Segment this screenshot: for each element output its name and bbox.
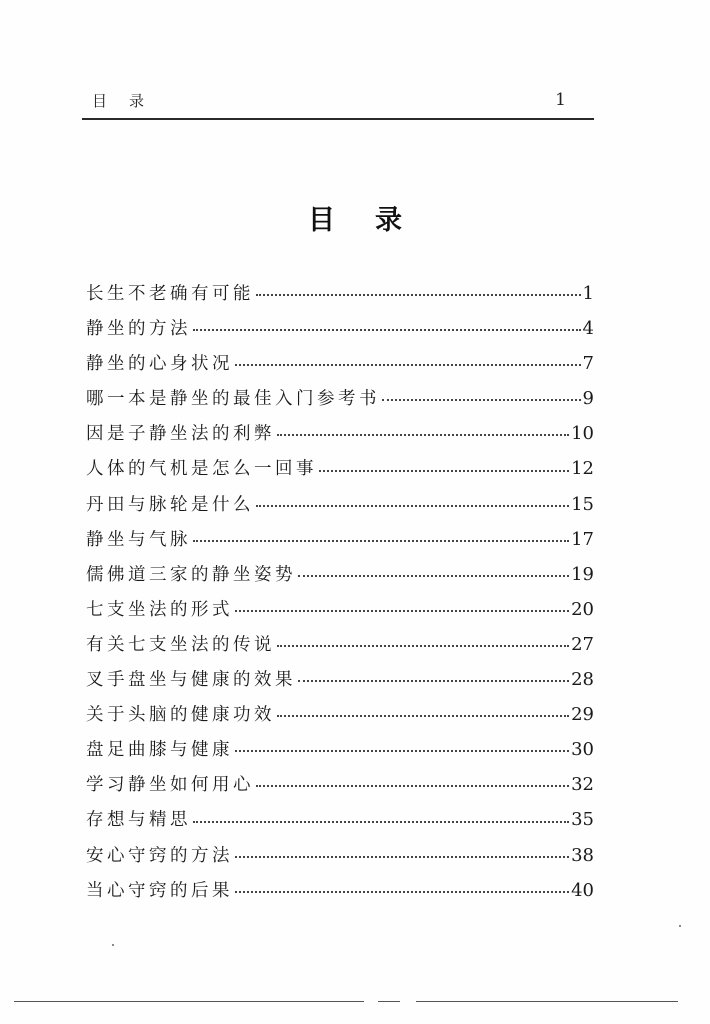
toc-entry-title: 儒佛道三家的静坐姿势: [86, 564, 296, 585]
toc-entry-page: 4: [582, 318, 594, 340]
toc-entry[interactable]: [86, 276, 594, 311]
toc-entry[interactable]: [86, 732, 594, 767]
toc-entry-page: 1: [582, 283, 594, 304]
toc-entry[interactable]: [86, 346, 594, 381]
toc-entry[interactable]: [86, 627, 594, 662]
toc-entry-page: 19: [571, 563, 594, 585]
toc-entry[interactable]: [86, 416, 594, 451]
toc-entry-page: 28: [571, 669, 594, 691]
dot-leader: [319, 470, 569, 472]
toc-entry-title: 哪一本是静坐的最佳入门参考书: [86, 389, 380, 410]
dot-leader: [235, 891, 569, 893]
dot-leader: [235, 364, 581, 366]
toc-entry[interactable]: [86, 487, 594, 522]
toc-entry-title: 关于头脑的健康功效: [86, 705, 275, 726]
page-title: 目录: [308, 205, 442, 236]
toc-entry[interactable]: [86, 451, 594, 486]
toc-entry-title: 因是子静坐法的利弊: [86, 424, 275, 445]
toc-entry[interactable]: [86, 592, 594, 627]
toc-entry-title: 长生不老确有可能: [86, 284, 254, 304]
dot-leader: [256, 505, 569, 507]
toc-entry-title: 存想与精思: [86, 810, 191, 831]
toc-entry-page: 38: [571, 844, 594, 866]
toc-entry[interactable]: [86, 802, 594, 837]
dot-leader: [298, 680, 569, 682]
toc-entry-page: 7: [582, 353, 594, 375]
toc-entry-page: 15: [571, 493, 594, 515]
toc-entry-page: 20: [571, 598, 594, 620]
toc-entry[interactable]: [86, 873, 594, 908]
toc-entry-page: 30: [571, 739, 594, 761]
toc-entry[interactable]: [86, 662, 594, 697]
scan-edge-line: [416, 1001, 678, 1002]
dot-leader: [382, 399, 581, 401]
toc-entry-page: 29: [571, 704, 594, 726]
scan-speck: [679, 925, 681, 927]
toc-entry-page: 40: [571, 879, 594, 901]
dot-leader: [193, 329, 581, 331]
toc-entry-page: 32: [571, 774, 594, 796]
toc-entry-page: 12: [571, 458, 594, 480]
toc-entry-page: 27: [571, 633, 594, 655]
table-of-contents: [86, 276, 594, 908]
toc-entry-title: 当心守窍的后果: [86, 880, 233, 901]
toc-entry-title: 静坐的心身状况: [86, 354, 233, 375]
toc-entry-title: 学习静坐如何用心: [86, 775, 254, 796]
dot-leader: [235, 610, 569, 612]
dot-leader: [235, 750, 569, 752]
dot-leader: [277, 715, 569, 717]
toc-entry-title: 静坐与气脉: [86, 529, 191, 550]
toc-entry-title: 人体的气机是怎么一回事: [86, 459, 317, 480]
dot-leader: [277, 434, 569, 436]
dot-leader: [193, 821, 569, 823]
toc-entry-title: 安心守窍的方法: [86, 845, 233, 866]
running-head-label: 目录: [92, 92, 167, 110]
scan-speck: [112, 944, 114, 946]
running-head-page-number: 1: [555, 90, 566, 110]
dot-leader: [298, 575, 569, 577]
dot-leader: [256, 785, 569, 787]
toc-entry[interactable]: [86, 697, 594, 732]
toc-entry-page: 17: [571, 528, 594, 550]
toc-entry-title: 有关七支坐法的传说: [86, 634, 275, 655]
toc-entry[interactable]: [86, 381, 594, 416]
toc-entry[interactable]: [86, 311, 594, 346]
dot-leader: [256, 294, 581, 296]
toc-entry[interactable]: [86, 522, 594, 557]
toc-entry-title: 盘足曲膝与健康: [86, 740, 233, 761]
scan-edge-line: [378, 1001, 400, 1002]
toc-entry-title: 丹田与脉轮是什么: [86, 494, 254, 515]
toc-entry-page: 10: [571, 423, 594, 445]
toc-entry[interactable]: [86, 838, 594, 873]
toc-entry[interactable]: [86, 557, 594, 592]
scan-edge-line: [14, 1001, 364, 1002]
running-head: [86, 88, 592, 118]
toc-entry-title: 叉手盘坐与健康的效果: [86, 670, 296, 691]
toc-entry[interactable]: [86, 767, 594, 802]
dot-leader: [193, 540, 569, 542]
dot-leader: [277, 645, 569, 647]
dot-leader: [235, 856, 569, 858]
toc-entry-title: 静坐的方法: [86, 319, 191, 340]
toc-entry-page: 9: [582, 388, 594, 410]
toc-entry-page: 35: [571, 809, 594, 831]
toc-entry-title: 七支坐法的形式: [86, 599, 233, 620]
header-rule: [82, 118, 594, 120]
